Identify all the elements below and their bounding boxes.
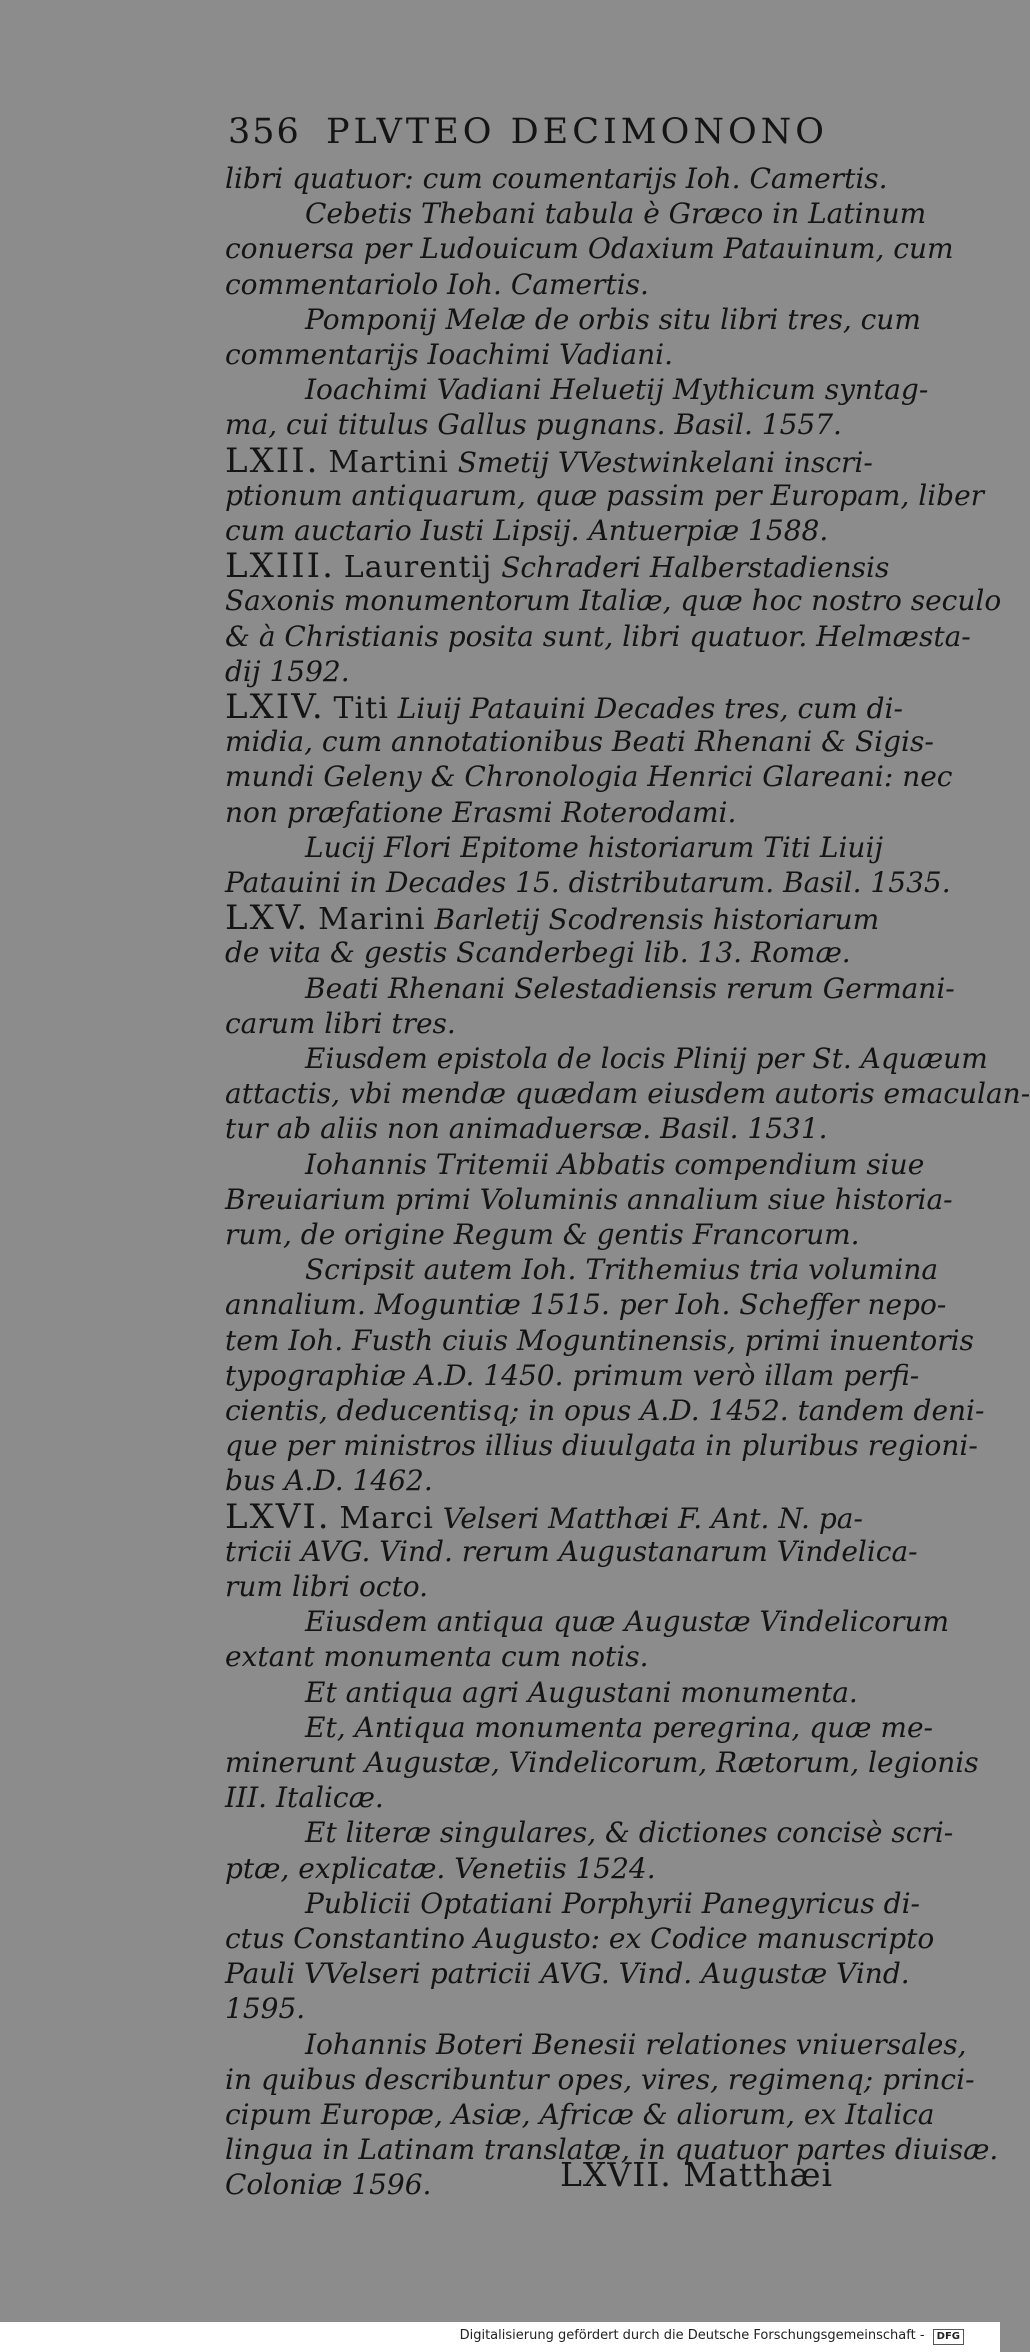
- text-line: [225, 1427, 978, 1465]
- entry-number: LXIII.: [225, 546, 335, 587]
- line-text: 1595.: [225, 1992, 306, 2026]
- line-text: in quibus describuntur opes, vires, regimenq; princi-: [225, 2062, 975, 2096]
- text-line: [225, 1040, 988, 1078]
- text-line: [225, 1462, 815, 1500]
- line-text: ptionum antiquarum, quæ passim per Europam, liber: [225, 478, 985, 512]
- catchword: LXVII. Matthæi: [560, 2155, 834, 2194]
- text-line: [225, 2096, 935, 2134]
- line-text: que per ministros illius diuulgata in pluribus regioni-: [225, 1429, 978, 1463]
- line-text: III. Italicæ.: [225, 1781, 384, 1815]
- line-text: bus A.D. 1462.: [225, 1464, 433, 1498]
- text-line: [225, 1709, 933, 1747]
- entry-number: LXIV.: [225, 687, 325, 727]
- text-line: [225, 618, 971, 656]
- line-text: extant monumenta cum notis.: [225, 1640, 649, 1674]
- text-line: [225, 1744, 979, 1782]
- text-line: [225, 723, 934, 761]
- line-text: tur ab aliis non animaduersæ. Basil. 1531.: [225, 1112, 828, 1146]
- text-line: [225, 794, 815, 832]
- entry-heading-line: [225, 440, 873, 481]
- line-text: Eiusdem epistola de locis Plinij per St. Aquæum: [305, 1042, 988, 1075]
- text-line: [225, 266, 815, 304]
- page-header: [228, 112, 828, 158]
- text-line: [225, 1146, 925, 1184]
- line-text: & à Christianis posita sunt, libri quatuor. Helmæsta-: [225, 619, 971, 653]
- line-text: Smetij VVestwinkelani inscri-: [457, 445, 873, 479]
- line-text: Et antiqua agri Augustani monumenta.: [305, 1675, 858, 1709]
- text-line: [225, 1286, 947, 1324]
- line-text: non præfatione Erasmi Roterodami.: [225, 795, 737, 829]
- line-text: Breuiarium primi Voluminis annalium siue historia-: [225, 1182, 953, 1216]
- line-text: ctus Constantino Augusto: ex Codice manuscripto: [225, 1922, 935, 1955]
- line-text: Coloniæ 1596.: [225, 2168, 432, 2202]
- text-line: [225, 758, 953, 796]
- line-text: annalium. Moguntiæ 1515. per Ioh. Scheffer nepo-: [225, 1288, 947, 1322]
- line-text: Ioachimi Vadiani Heluetij Mythicum syntag-: [305, 373, 929, 407]
- line-text: rum, de origine Regum & gentis Francorum.: [225, 1218, 860, 1251]
- text-line: [225, 1814, 954, 1852]
- entry-number: LXVI.: [225, 1496, 331, 1537]
- text-line: [225, 1990, 815, 2028]
- line-text: commentarijs Ioachimi Vadiani.: [225, 338, 673, 371]
- line-text: commentariolo Ioh. Camertis.: [225, 267, 649, 301]
- dfg-logo: DFG: [933, 2329, 964, 2345]
- text-line: [225, 1638, 815, 1676]
- entry-heading-line: [225, 687, 903, 727]
- line-text: tem Ioh. Fusth ciuis Moguntinensis, primi inuentoris: [225, 1323, 974, 1357]
- line-text: ma, cui titulus Gallus pugnans. Basil. 1557.: [225, 408, 842, 442]
- text-line: [225, 1005, 815, 1043]
- line-text: Iohannis Boteri Benesii relationes vniuersales,: [305, 2027, 967, 2061]
- line-text: lingua in Latinam translatæ, in quatuor partes diuisæ.: [225, 2133, 999, 2167]
- text-line: [225, 1110, 828, 1148]
- entry-author-name: Martini: [328, 444, 449, 480]
- line-text: Liuij Patauini Decades tres, cum di-: [397, 692, 903, 725]
- line-text: Lucij Flori Epitome historiarum Titi Liuij: [305, 830, 884, 864]
- line-text: Et literæ singulares, & dictiones concisè scri-: [305, 1816, 954, 1850]
- entry-author-name: Marini: [318, 902, 426, 938]
- entry-heading-line: [225, 546, 890, 587]
- text-line: [225, 864, 951, 902]
- line-text: Pauli VVelseri patricii AVG. Vind. Augustæ Vind.: [225, 1957, 910, 1991]
- text-line: [225, 336, 815, 374]
- text-line: [225, 512, 829, 550]
- text-line: [225, 1955, 910, 1993]
- line-text: cum auctario Iusti Lipsij. Antuerpiæ 1588.: [225, 514, 829, 547]
- text-line: [225, 1357, 920, 1395]
- entry-number: LXII.: [225, 440, 320, 481]
- line-text: Barletij Scodrensis historiarum: [434, 903, 880, 937]
- line-text: ptæ, explicatæ. Venetiis 1524.: [225, 1851, 656, 1885]
- line-text: de vita & gestis Scanderbegi lib. 13. Romæ.: [225, 936, 851, 970]
- text-line: [225, 1392, 985, 1430]
- line-text: Scripsit autem Ioh. Trithemius tria volumina: [305, 1253, 939, 1287]
- text-line: [225, 1674, 858, 1712]
- text-line: [225, 1603, 950, 1641]
- text-line: [225, 1216, 860, 1254]
- page-number: 356: [228, 112, 301, 152]
- line-text: Pomponij Melæ de orbis situ libri tres, cum: [305, 302, 921, 336]
- footer-credit-text: Digitalisierung gefördert durch die Deutsche Forschungsgemeinschaft -: [459, 2328, 925, 2343]
- text-line: [225, 1251, 939, 1289]
- text-line: [225, 1850, 815, 1888]
- footer-bar: [0, 2322, 1000, 2352]
- line-text: carum libri tres.: [225, 1006, 456, 1040]
- entry-heading-line: [225, 898, 880, 939]
- text-line: [225, 195, 927, 233]
- line-text: rum libri octo.: [225, 1570, 428, 1603]
- entry-author-name: Laurentij: [343, 550, 493, 586]
- line-text: cientis, deducentisq; in opus A.D. 1452. tandem deni-: [225, 1394, 985, 1427]
- line-text: midia, cum annotationibus Beati Rhenani & Sigis-: [225, 725, 934, 759]
- text-line: [225, 301, 921, 339]
- text-line: [225, 2026, 967, 2064]
- text-line: [225, 1181, 953, 1219]
- line-text: dij 1592.: [225, 654, 350, 688]
- line-text: Cebetis Thebani tabula è Græco in Latinum: [305, 197, 927, 231]
- text-line: [225, 1779, 815, 1817]
- text-line: [225, 653, 815, 691]
- line-text: mundi Geleny & Chronologia Henrici Glareani: nec: [225, 760, 953, 794]
- line-text: tricii AVG. Vind. rerum Augustanarum Vindelica-: [225, 1534, 918, 1568]
- text-line: [225, 371, 929, 409]
- text-line: [225, 1920, 935, 1958]
- entry-author-name: Titi: [333, 691, 389, 726]
- text-line: [225, 1322, 974, 1360]
- line-text: Schraderi Halberstadiensis: [501, 551, 890, 585]
- text-line: [225, 582, 1002, 620]
- footer-credit: [460, 2328, 964, 2345]
- line-text: Iohannis Tritemii Abbatis compendium siue: [305, 1147, 925, 1181]
- line-text: Beati Rhenani Selestadiensis rerum Germani-: [305, 971, 955, 1005]
- entry-author-name: Marci: [339, 1500, 434, 1536]
- text-line: [225, 1533, 918, 1571]
- text-line: [225, 406, 842, 444]
- line-text: Velseri Matthæi F. Ant. N. pa-: [442, 1501, 863, 1535]
- text-line: [225, 1075, 1030, 1113]
- line-text: minerunt Augustæ, Vindelicorum, Rætorum, legionis: [225, 1746, 979, 1779]
- text-line: [225, 1568, 815, 1606]
- text-line: [225, 970, 955, 1008]
- text-line: [225, 230, 954, 268]
- line-text: Eiusdem antiqua quæ Augustæ Vindelicorum: [305, 1605, 950, 1639]
- text-line: [225, 2061, 975, 2099]
- text-line: [225, 1885, 921, 1923]
- line-text: Publicii Optatiani Porphyrii Panegyricus di-: [305, 1886, 921, 1920]
- entry-heading-line: [225, 1496, 863, 1537]
- text-line: [225, 477, 985, 515]
- line-text: Et, Antiqua monumenta peregrina, quæ me-: [305, 1710, 933, 1744]
- line-text: Saxonis monumentorum Italiæ, quæ hoc nostro seculo: [225, 584, 1002, 618]
- entry-number: LXV.: [225, 898, 310, 939]
- line-text: conuersa per Ludouicum Odaxium Patauinum, cum: [225, 232, 954, 266]
- text-line: [225, 160, 888, 198]
- line-text: typographiæ A.D. 1450. primum verò illam perfi-: [225, 1358, 920, 1392]
- line-text: Patauini in Decades 15. distributarum. Basil. 1535.: [225, 866, 951, 899]
- line-text: attactis, vbi mendæ quædam eiusdem autoris emaculan-: [225, 1077, 1030, 1111]
- text-line: [225, 934, 851, 972]
- running-head: PLVTEO DECIMONONO: [325, 112, 828, 152]
- text-line: [225, 829, 884, 867]
- line-text: libri quatuor: cum coumentarijs Ioh. Camertis.: [225, 162, 888, 195]
- line-text: cipum Europæ, Asiæ, Africæ & aliorum, ex Italica: [225, 2098, 935, 2131]
